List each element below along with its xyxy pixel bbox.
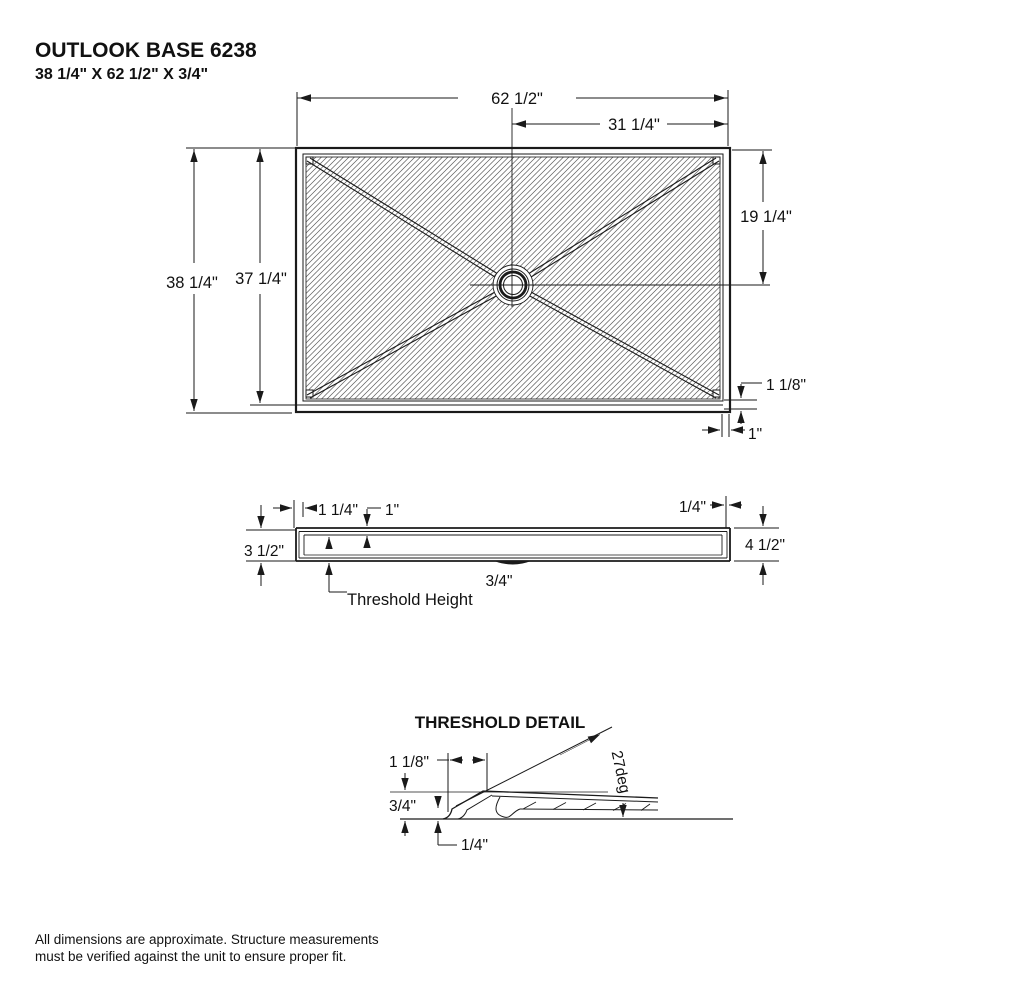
dim-height-inner: 37 1/4" xyxy=(235,270,287,288)
threshold-height-label: Threshold Height xyxy=(347,591,473,609)
section-view xyxy=(296,528,730,565)
dim-right-lip: 1/4" xyxy=(678,499,706,516)
dim-height-outer: 38 1/4" xyxy=(166,274,218,292)
page-subtitle: 38 1/4" X 62 1/2" X 3/4" xyxy=(35,66,209,83)
title-block xyxy=(35,39,257,83)
dim-threshold-band: 1 1/8" xyxy=(766,377,806,394)
dim-drain-from-top: 19 1/4" xyxy=(740,208,792,226)
footer-note xyxy=(35,932,379,964)
detail-dim-angle: 27deg xyxy=(607,749,634,795)
drain-bump xyxy=(494,561,531,565)
dim-height-left: 3 1/2" xyxy=(244,543,284,560)
detail-dim-step: 1/4" xyxy=(461,837,489,854)
footer-note-line2: must be verified against the unit to ensure proper fit. xyxy=(35,949,347,964)
threshold-detail-title: THRESHOLD DETAIL xyxy=(414,713,586,732)
detail-dim-top: 1 1/8" xyxy=(389,754,429,771)
dim-width-total: 62 1/2" xyxy=(491,90,543,108)
dim-edge: 1" xyxy=(748,426,763,443)
threshold-detail-labels xyxy=(389,713,633,854)
page-title: OUTLOOK BASE 6238 xyxy=(35,39,257,62)
dim-rim: 1" xyxy=(385,502,400,519)
dim-left-lip: 1 1/4" xyxy=(318,502,358,519)
footer-note-line1: All dimensions are approximate. Structure measurements xyxy=(35,932,379,947)
dim-width-center: 31 1/4" xyxy=(608,116,660,134)
detail-dim-height: 3/4" xyxy=(389,798,417,815)
section-dimension-labels xyxy=(244,499,785,609)
threshold-detail xyxy=(390,727,733,819)
dim-threshold-height: 3/4" xyxy=(485,573,513,590)
plan-view xyxy=(296,108,770,412)
dim-height-right: 4 1/2" xyxy=(745,537,785,554)
